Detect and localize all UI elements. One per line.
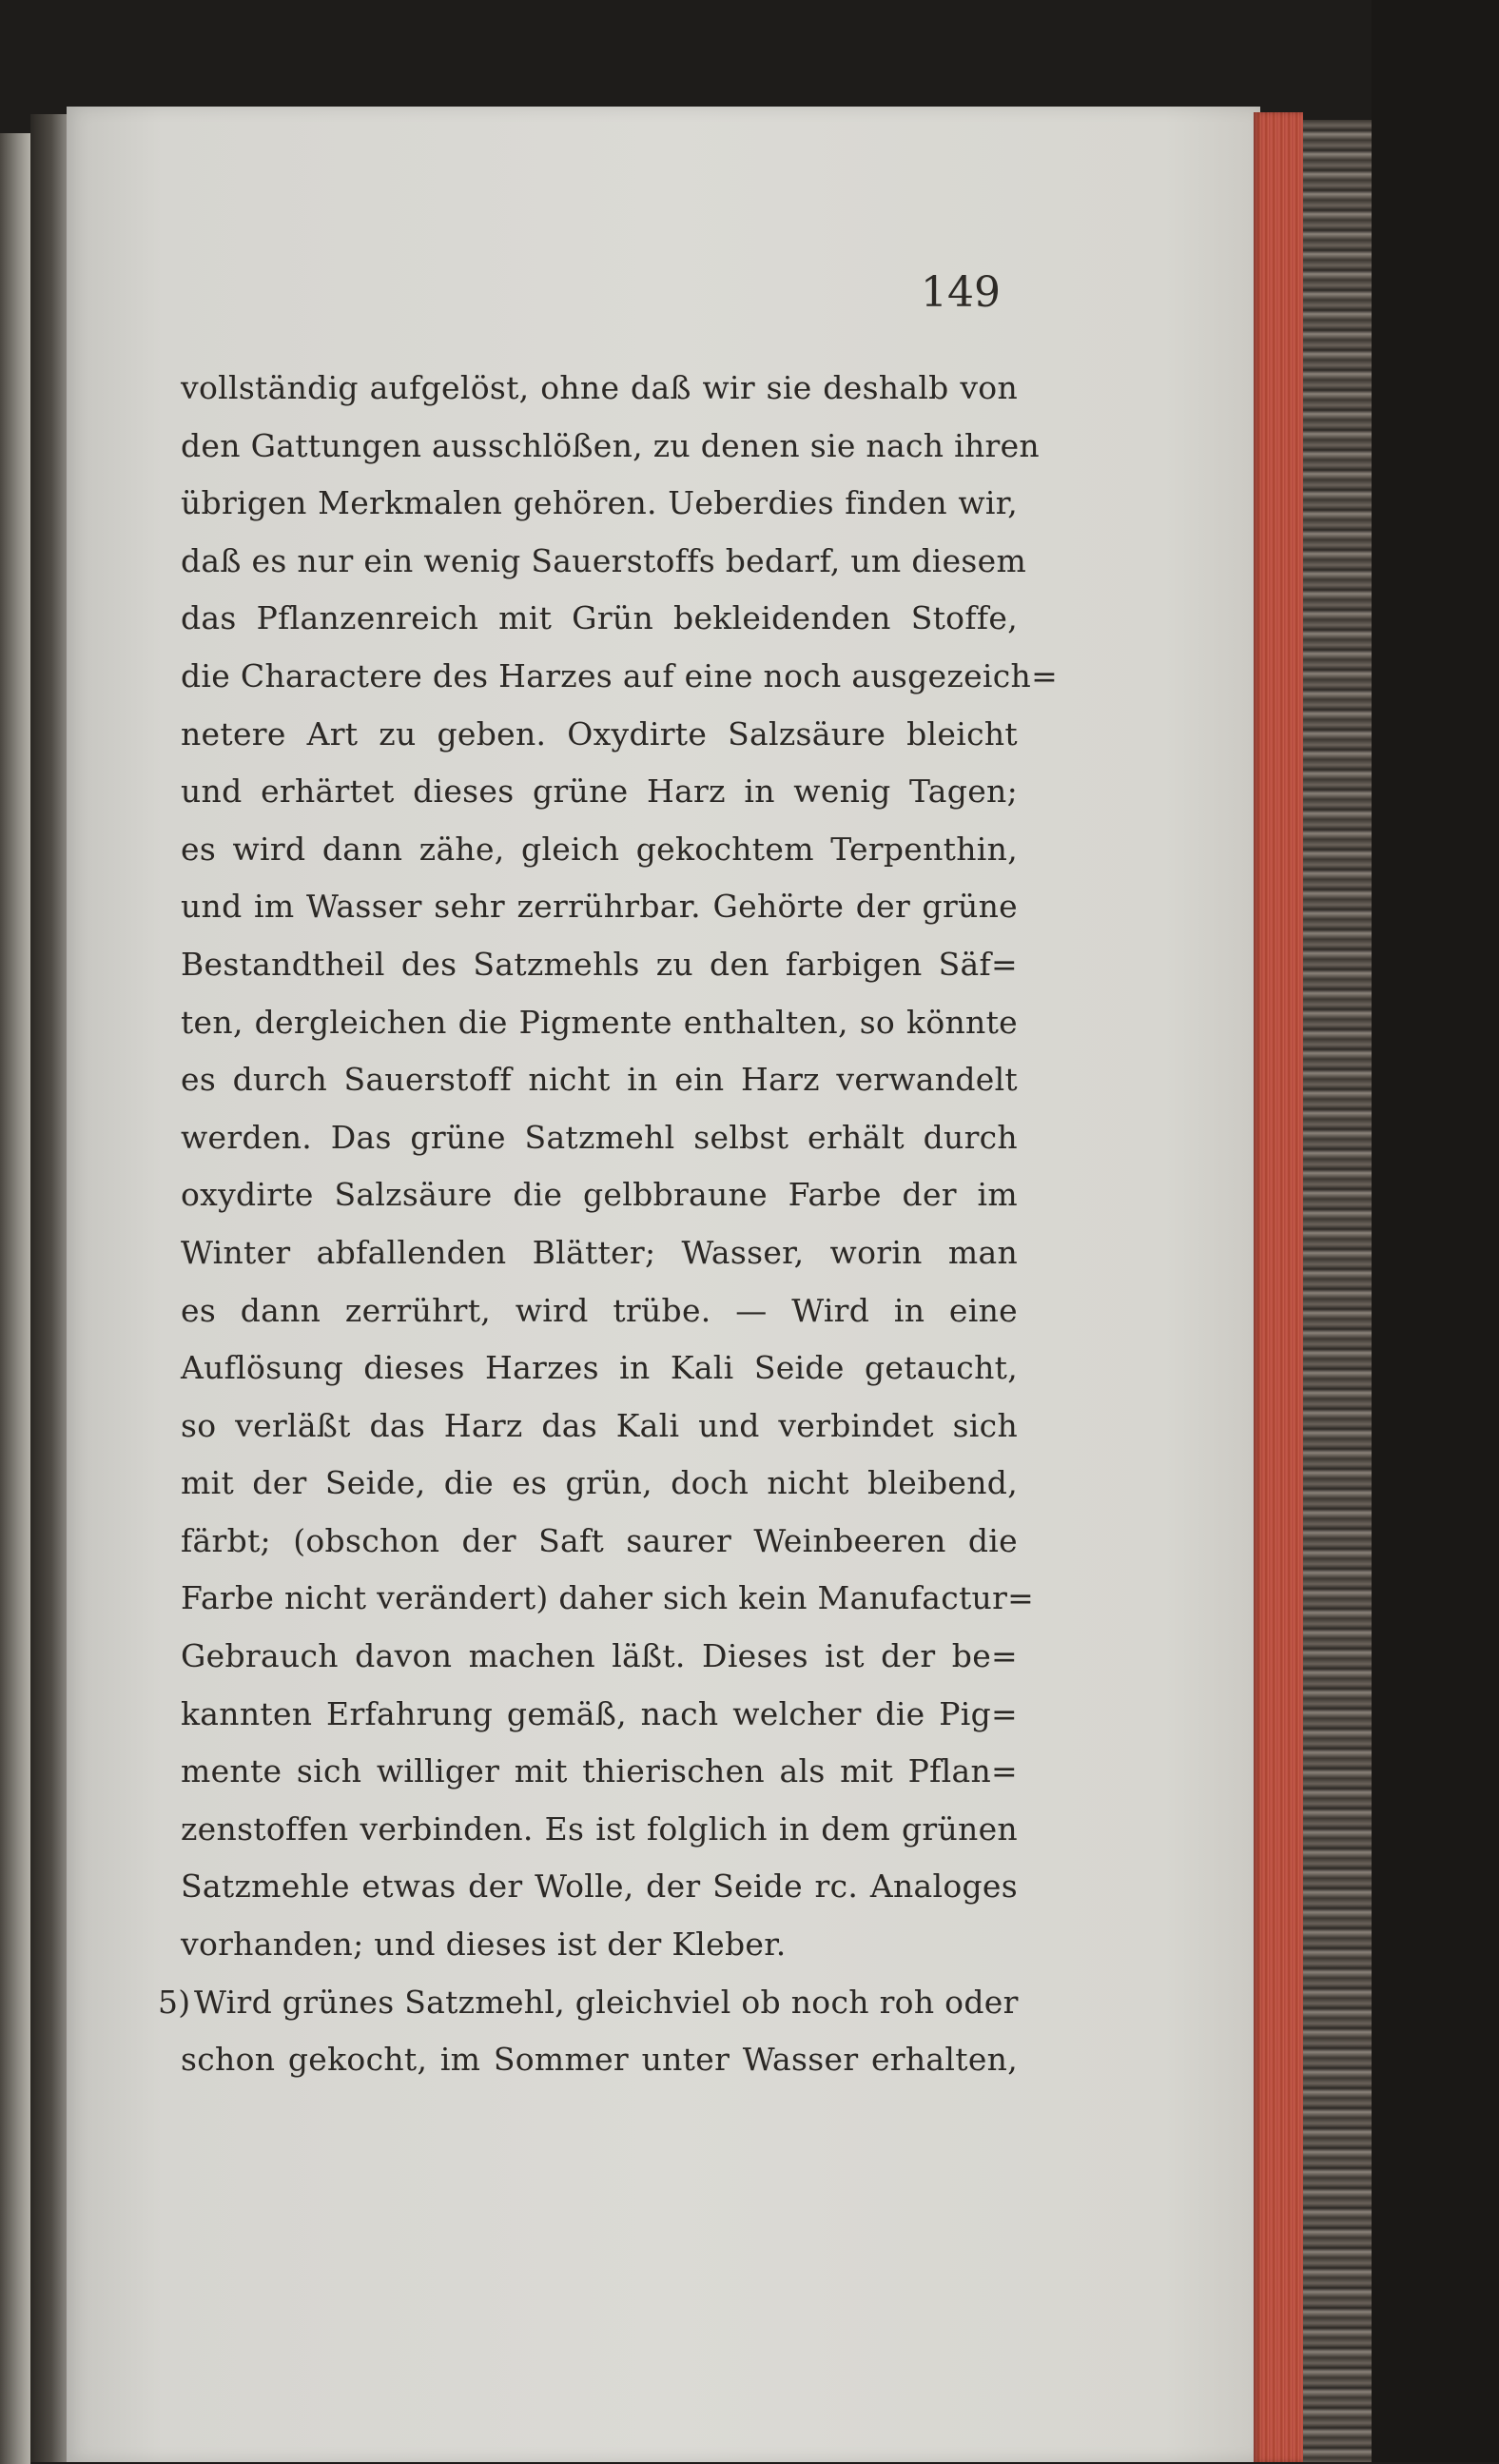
numbered-item-line [158, 1974, 1019, 2032]
text-line: die Charactere des Harzes auf eine noch ausgezeich= [181, 656, 1059, 694]
text-line: Gebrauch davon machen läßt. Dieses ist der be= [181, 1637, 1018, 1675]
text-line: Satzmehle etwas der Wolle, der Seide rc. Analoges [181, 1868, 1018, 1906]
text-line: Farbe nicht verändert) daher sich kein Manufactur= [181, 1579, 1035, 1617]
text-line: es durch Sauerstoff nicht in ein Harz verwandelt [181, 1061, 1018, 1099]
body-text [158, 360, 1059, 2089]
text-line: Winter abfallenden Blätter; Wasser, worin man [181, 1233, 1018, 1271]
text-line: mit der Seide, die es grün, doch nicht bleibend, [181, 1464, 1018, 1502]
text-line: werden. Das grüne Satzmehl selbst erhält durch [181, 1118, 1018, 1156]
text-line: kannten Erfahrung gemäß, nach welcher die Pig= [181, 1694, 1018, 1732]
text-line: netere Art zu geben. Oxydirte Salzsäure bleicht [181, 714, 1018, 753]
text-line: das Pflanzenreich mit Grün bekleidenden Stoffe, [181, 599, 1018, 637]
text-line: ten, dergleichen die Pigmente enthalten, so könnte [181, 1003, 1018, 1041]
text-line: Auflösung dieses Harzes in Kali Seide getaucht, [181, 1349, 1018, 1387]
book-gutter [30, 114, 68, 2462]
background [1372, 0, 1499, 2462]
text-line: es dann zerrührt, wird trübe. — Wird in eine [181, 1291, 1018, 1329]
text-line: daß es nur ein wenig Sauerstoffs bedarf, um diesem [181, 541, 1027, 579]
text-line: und erhärtet dieses grüne Harz in wenig Tagen; [181, 772, 1018, 811]
facing-page-edge [0, 133, 30, 2464]
page-number: 149 [921, 268, 1001, 317]
text-line: so verläßt das Harz das Kali und verbindet sich [181, 1406, 1018, 1444]
item-number: 5) [158, 1983, 191, 2021]
text-line: übrigen Merkmalen gehören. Ueberdies finden wir, [181, 484, 1018, 522]
book-cover-edge [1303, 120, 1372, 2462]
text-line: es wird dann zähe, gleich gekochtem Terpenthin, [181, 830, 1018, 868]
text-line: und im Wasser sehr zerrührbar. Gehörte der grüne [181, 888, 1018, 926]
text-line: oxydirte Salzsäure die gelbbraune Farbe der im [181, 1176, 1018, 1214]
text-line: schon gekocht, im Sommer unter Wasser erhalten, [181, 2041, 1018, 2079]
text-line: färbt; (obschon der Saft saurer Weinbeeren die [181, 1521, 1018, 1559]
text-line: den Gattungen ausschlößen, zu denen sie nach ihren [181, 426, 1040, 464]
text-line: vorhanden; und dieses ist der Kleber. [181, 1926, 787, 1964]
text-line: vollständig aufgelöst, ohne daß wir sie deshalb von [181, 369, 1018, 406]
red-page-edges [1254, 112, 1303, 2462]
text-line: Bestandtheil des Satzmehls zu den farbigen Säf= [181, 945, 1018, 983]
text-line: mente sich williger mit thierischen als mit Pflan= [181, 1752, 1018, 1790]
text-line: zenstoffen verbinden. Es ist folglich in dem grünen [181, 1809, 1018, 1848]
item-text: Wird grünes Satzmehl, gleichviel ob noch roh oder [194, 1983, 1019, 2021]
